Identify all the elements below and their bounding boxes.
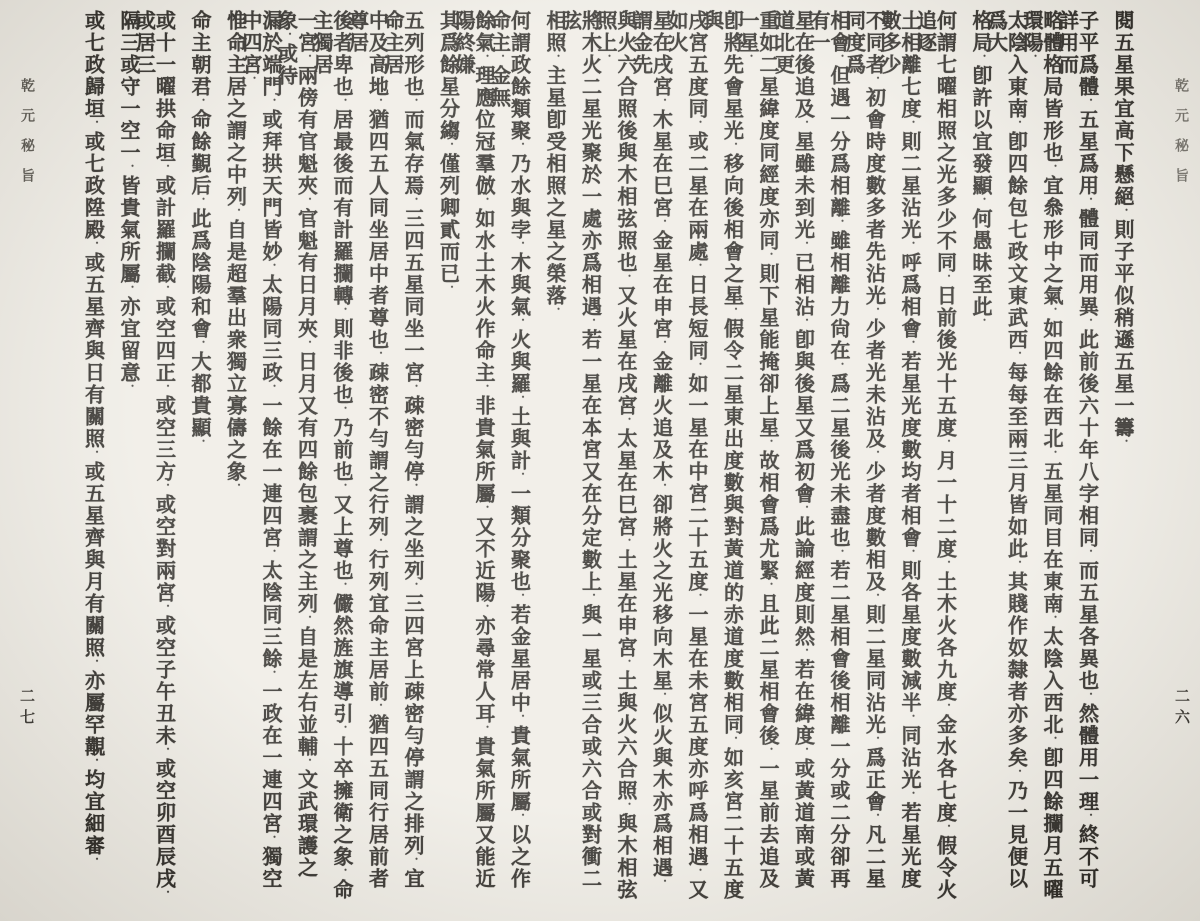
reading-dot: ． — [867, 76, 880, 87]
text-column: 餘氣．理應位冠羣倣．如水土木火作命主．非貴氣所屬．又不近陽．亦尋常人耳．貴氣所屬又能近陽終嫌 — [452, 10, 494, 890]
reading-dot: ． — [796, 747, 809, 758]
reading-dot: ． — [244, 76, 256, 87]
reading-dot: ． — [335, 868, 347, 879]
reading-dot: ． — [974, 197, 986, 208]
reading-dot: ． — [867, 736, 880, 747]
reading-dot: ． — [370, 538, 383, 549]
reading-dot: ． — [1009, 120, 1022, 131]
reading-dot: ． — [654, 483, 667, 494]
reading-dot: ． — [157, 483, 170, 494]
reading-dot: ． — [761, 747, 773, 758]
text-column: 隔三或守一空一．皆貴氣所屬．亦宜留意． — [117, 10, 139, 395]
reading-dot: ． — [406, 857, 418, 868]
reading-dot: ． — [157, 747, 170, 758]
reading-dot: ． — [477, 604, 489, 615]
reading-dot: ． — [299, 758, 312, 769]
reading-dot: ． — [583, 318, 596, 329]
reading-dot: ． — [157, 890, 170, 901]
reading-dot: ． — [264, 835, 276, 846]
reading-dot: ． — [1009, 351, 1022, 362]
text-column: 相會．但遇一分爲相離．雖相離力尙在．爲二星後光未盡也．若二星相會後相離一分或二分卻再有一 — [807, 10, 849, 890]
text-column: 閱五星果宜高下懸絕．則子平似稍遜五星一籌． — [1111, 10, 1133, 450]
reading-dot: ． — [335, 725, 347, 736]
reading-dot: ． — [725, 307, 738, 318]
reading-dot: ． — [406, 582, 418, 593]
reading-dot: ． — [867, 813, 880, 824]
reading-dot: ． — [264, 549, 276, 560]
reading-dot: ． — [1045, 736, 1057, 747]
reading-dot: ． — [86, 758, 99, 769]
reading-dot: ． — [903, 549, 915, 560]
reading-dot: ． — [690, 263, 702, 274]
reading-dot: ． — [741, 54, 753, 65]
reading-dot: ． — [264, 670, 276, 681]
reading-dot: ． — [299, 615, 312, 626]
reading-dot: ． — [1080, 318, 1093, 329]
reading-dot: ． — [299, 54, 312, 65]
reading-dot: ． — [370, 98, 383, 109]
reading-dot: ． — [1116, 208, 1128, 219]
reading-dot: ． — [299, 197, 312, 208]
reading-dot: ． — [264, 263, 276, 274]
reading-dot: ． — [1045, 615, 1057, 626]
page-number-left: 二七 — [18, 688, 34, 730]
reading-dot: ． — [477, 505, 489, 516]
reading-dot: ． — [938, 439, 951, 450]
text-column: 卽將先會星光．移向後相會之星．假令二星東出度數與對黃道的赤道度數相同．如亥宮二十五度與 — [700, 10, 743, 901]
reading-dot: ． — [477, 54, 489, 65]
reading-dot: ． — [512, 472, 525, 483]
reading-dot: ． — [193, 98, 205, 109]
reading-dot: ． — [583, 593, 596, 604]
reading-dot: ． — [690, 868, 702, 879]
reading-dot: ． — [279, 32, 292, 43]
reading-dot: ． — [725, 736, 738, 747]
reading-dot: ． — [654, 98, 667, 109]
reading-dot: ． — [406, 98, 418, 109]
text-column: 與火六合照後與木相弦照也．又火星在戌宮．太星在巳宮．土星在申宮．土與火六合照．與木相弦照上． — [594, 10, 636, 901]
reading-dot: ． — [157, 384, 170, 395]
reading-dot: ． — [441, 142, 454, 153]
reading-dot: ． — [654, 879, 667, 890]
reading-dot: ． — [1045, 450, 1057, 461]
reading-dot: ． — [548, 54, 560, 65]
reading-dot: ． — [406, 197, 418, 208]
reading-dot: ． — [335, 483, 347, 494]
text-column: 一宮．兩傍有官魁夾．官魁有日月夾．日月又有四餘包裹謂之主列．自是左右並輔．文武環護之象．或待 — [274, 10, 317, 879]
reading-dot: ． — [193, 439, 205, 450]
reading-dot: ． — [1080, 813, 1093, 824]
reading-dot: ． — [619, 802, 631, 813]
reading-dot: ． — [477, 725, 489, 736]
reading-dot: ． — [1009, 769, 1022, 780]
reading-dot: ． — [796, 648, 809, 659]
reading-dot: ． — [512, 593, 525, 604]
reading-dot: ． — [157, 285, 170, 296]
reading-dot: ． — [619, 659, 631, 670]
reading-dot: ． — [86, 857, 99, 868]
reading-dot: ． — [512, 142, 525, 153]
reading-dot: ． — [86, 659, 99, 670]
text-column: 何謂政餘類聚．乃水與孛．木與氣．火與羅．土與計．一類分聚也．若金星居中．貴氣所屬．以之作命主．金無 — [487, 10, 530, 890]
reading-dot: ． — [867, 450, 880, 461]
reading-dot: ． — [512, 714, 525, 725]
folio-margin-right — [1148, 0, 1198, 921]
reading-dot: ． — [264, 384, 276, 395]
reading-dot: ． — [903, 241, 915, 252]
reading-dot: ． — [335, 582, 347, 593]
reading-dot: ． — [122, 285, 134, 296]
reading-dot: ． — [796, 505, 809, 516]
text-column: 太陰入東南．卽四餘包七政文東武西．每每至兩三月皆如此．其賤作奴隸者亦多矣．乃一見便以爲大 — [984, 10, 1027, 890]
reading-dot: ． — [761, 252, 773, 263]
text-column: 子平爲體．五星爲用．體同而用異．此前後六十年八字相同．而五星各異也．然體用一理．終不可詳用而 — [1055, 10, 1098, 890]
text-column: 或十一曜拱命垣．或計羅攔截．或空四正．或空三方．或空對兩宮．或空子午丑未．或空卯酉辰戌．或居三 — [132, 10, 175, 901]
reading-dot: ． — [903, 714, 915, 725]
reading-dot: ． — [619, 274, 631, 285]
text-column: 相照．主星卽受相照之星之榮落． — [543, 10, 565, 318]
text-block — [62, 10, 1132, 910]
reading-dot: ． — [619, 417, 631, 428]
reading-dot: ． — [370, 703, 383, 714]
reading-dot: ． — [599, 54, 611, 65]
reading-dot: ． — [1025, 54, 1037, 65]
reading-dot: ． — [492, 54, 505, 65]
reading-dot: ． — [690, 362, 702, 373]
reading-dot: ． — [974, 318, 986, 329]
reading-dot: ． — [228, 208, 241, 219]
text-column: 命主朝君．命餘覲后．此爲陰陽和會．大都貴顯． — [188, 10, 210, 450]
text-column: 格局．卽許以宜發顯．何愚昧至此． — [969, 10, 991, 329]
text-column: 後者卑也．居最後而有計羅攔轉．則非後也．乃前也．又上尊也．儼然旌旗導引．十卒擁衛之象．命主獨居 — [310, 10, 352, 901]
reading-dot: ． — [938, 703, 951, 714]
reading-dot: ． — [654, 219, 667, 230]
text-column: 戌宮五度同．或二星在兩處．日長短同．如一星在中宮二十五度．一星在未宮五度亦呼爲相遇．又如火 — [665, 10, 707, 901]
reading-dot: ． — [1116, 439, 1128, 450]
reading-dot: ． — [938, 824, 951, 835]
reading-dot: ． — [832, 549, 844, 560]
folio-margin-left — [8, 0, 58, 921]
reading-dot: ． — [441, 285, 454, 296]
reading-dot: ． — [86, 241, 99, 252]
reading-dot: ． — [903, 791, 915, 802]
text-column: 將木火二星光聚於一處亦爲相遇．若一星在本宮又在分定數上．與一星或三合或六合或對衝二弦 — [558, 10, 601, 890]
reading-dot: ． — [299, 340, 312, 351]
reading-dot: ． — [867, 307, 880, 318]
text-column: 土相離七度．則二星沾光．呼爲相會．若星光度數均者相會．則各星度數減半．同沾光．若星光度數多少 — [878, 10, 920, 890]
reading-dot: ． — [335, 406, 347, 417]
text-column: 星在後追及．星雖未到光．已相沾．卽與後星又爲初會．此論經度則然．若在緯度．或黃道南或黃道北更 — [771, 10, 814, 890]
reading-dot: ． — [1080, 98, 1093, 109]
reading-dot: ． — [654, 340, 667, 351]
text-column: 不同者．初會時度數多者先沾光．少者光未沾及．少者度數相及．則二星同沾光．爲正會．凡二星同度爲 — [842, 10, 885, 890]
page-number-right: 二六 — [1173, 688, 1189, 730]
right-page-columns — [529, 10, 1133, 910]
reading-dot: ． — [832, 54, 844, 65]
reading-dot: ． — [690, 120, 702, 131]
reading-dot: ． — [406, 384, 418, 395]
book-title-right: 乾元秘旨 — [1173, 78, 1188, 198]
text-column: 漏於端門．或拜拱天門皆妙．太陽同三政．一餘在一連四宮．太陰同三餘．一政在一連四宮．獨空中四宮． — [239, 10, 281, 890]
text-column: 其爲餘星分縐．僅列卿貳而已． — [436, 10, 459, 296]
left-page-columns — [67, 10, 529, 910]
text-column: 五列形也．而氣存焉．三四五星同坐一宮．疎密勻停．謂之坐列．三四宮上疎密勻停謂之排列．宜命主居 — [381, 10, 423, 890]
reading-dot: ． — [690, 593, 702, 604]
reading-dot: ． — [1080, 692, 1093, 703]
reading-dot: ． — [86, 450, 99, 461]
reading-dot: ． — [406, 483, 418, 494]
reading-dot: ． — [1045, 307, 1057, 318]
reading-dot: ． — [477, 197, 489, 208]
reading-dot: ． — [512, 318, 525, 329]
reading-dot: ． — [832, 219, 844, 230]
reading-dot: ． — [796, 318, 809, 329]
reading-dot: ． — [1045, 164, 1057, 175]
reading-dot: ． — [938, 274, 951, 285]
reading-dot: ． — [122, 164, 134, 175]
reading-dot: ． — [974, 54, 986, 65]
reading-dot: ． — [1080, 549, 1093, 560]
reading-dot: ． — [335, 98, 347, 109]
reading-dot: ． — [761, 582, 773, 593]
reading-dot: ． — [370, 351, 383, 362]
reading-dot: ． — [725, 142, 738, 153]
reading-dot: ． — [335, 307, 347, 318]
book-title-left: 乾元秘旨 — [19, 78, 34, 198]
reading-dot: ． — [512, 813, 525, 824]
reading-dot: ． — [903, 340, 915, 351]
text-column: 中及高地．猶四五人同坐居中者尊也．疎密不勻謂之行列．行列宜命主居前．猶四五同行居前者尊居 — [345, 10, 388, 890]
reading-dot: ． — [761, 439, 773, 450]
reading-dot: ． — [157, 604, 170, 615]
reading-dot: ． — [867, 593, 880, 604]
reading-dot: ． — [477, 384, 489, 395]
reading-dot: ． — [193, 340, 205, 351]
reading-dot: ． — [654, 692, 667, 703]
text-column: 星在戌宮．木星在巳宮．金星在申宮．金離火追及木．卻將火之光移向木星．似火與木亦爲相遇．謂金先 — [629, 10, 672, 890]
reading-dot: ． — [512, 241, 525, 252]
reading-dot: ． — [903, 120, 915, 131]
reading-dot: ． — [264, 98, 276, 109]
reading-dot: ． — [938, 560, 951, 571]
reading-dot: ． — [228, 483, 241, 494]
text-column: 惟命主居之謂之中列．自是超羣出衆獨立寡儔之象． — [223, 10, 246, 494]
reading-dot: ． — [832, 362, 844, 373]
reading-dot: ． — [1080, 197, 1093, 208]
reading-dot: ． — [619, 538, 631, 549]
reading-dot: ． — [796, 120, 809, 131]
text-column: 略體格局皆形也．宜叅形中之氣．如四餘在西北．五星同目在東南．太陰入西北．卽四餘攔月五曜環陽． — [1020, 10, 1062, 901]
reading-dot: ． — [548, 307, 560, 318]
text-column: 重如二星緯度同經度亦同．則下星能掩卻上星．故相會爲尤緊．且此二星相會後．一星前去追及一星． — [736, 10, 778, 890]
reading-dot: ． — [512, 395, 525, 406]
reading-dot: ． — [122, 384, 134, 395]
reading-dot: ． — [157, 164, 170, 175]
reading-dot: ． — [193, 197, 205, 208]
text-column: 或七政歸垣．或七政陞殿．或五星齊與日有關照．或五星齊與月有關照．亦屬罕覯．均宜細審． — [81, 10, 104, 868]
reading-dot: ． — [86, 120, 99, 131]
text-column: 何謂七曜相照之光多少不同．日前後光十五度．月一十二度．土木火各九度．金水各七度．假令火追逐 — [913, 10, 956, 901]
reading-dot: ． — [1009, 560, 1022, 571]
reading-dot: ． — [796, 241, 809, 252]
